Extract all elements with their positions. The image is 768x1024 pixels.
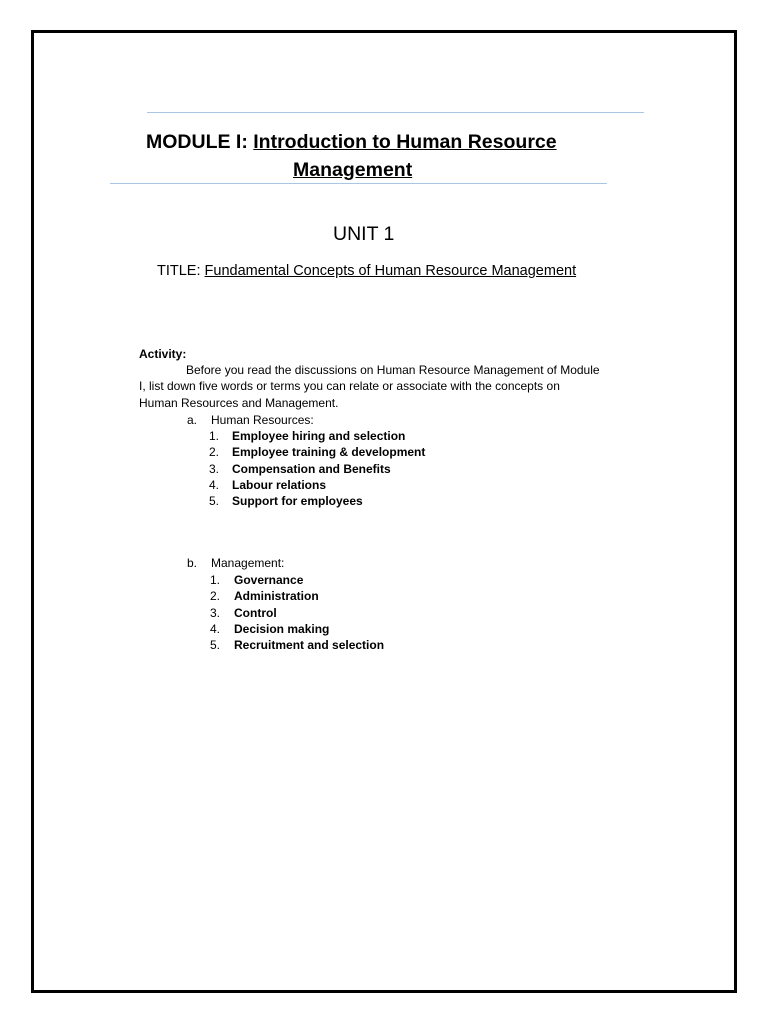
activity-label: Activity: [139, 347, 187, 361]
item-text: Compensation and Benefits [232, 461, 391, 476]
header-rule-bottom [110, 183, 607, 184]
module-prefix: MODULE I: [146, 131, 254, 153]
item-number: 2. [210, 589, 221, 604]
item-number: 1. [210, 573, 221, 587]
item-number: 4. [209, 477, 220, 492]
instruction-line: Before you read the discussions on Human Resource Management of Module [186, 363, 600, 377]
item-number: 3. [209, 461, 220, 476]
list-item [210, 621, 384, 637]
unit-heading: UNIT 1 [333, 223, 395, 245]
instruction-line: Human Resources and Management. [139, 395, 339, 410]
item-text: Support for employees [232, 494, 363, 509]
section-marker: a. [187, 413, 198, 427]
management-list [210, 572, 384, 653]
item-text: Employee hiring and selection [232, 429, 406, 443]
section-heading-text: Human Resources: [211, 413, 314, 427]
list-item [209, 444, 425, 460]
item-text: Governance [234, 573, 304, 587]
list-item [210, 572, 384, 588]
item-text: Labour relations [232, 477, 327, 492]
list-item [209, 461, 425, 477]
item-text: Employee training & development [232, 445, 426, 460]
module-title-part1: Introduction to Human Resource [253, 131, 557, 153]
section-marker: b. [187, 556, 198, 570]
instruction-line: I, list down five words or terms you can relate or associate with the concepts on [139, 379, 560, 394]
title-line [157, 263, 576, 279]
item-text: Recruitment and selection [234, 638, 385, 653]
list-item [209, 493, 425, 509]
item-text: Decision making [234, 621, 330, 636]
title-label: TITLE: [157, 263, 205, 279]
list-item [209, 477, 425, 493]
item-number: 3. [210, 605, 221, 620]
item-text: Administration [234, 589, 319, 604]
header-rule-top [147, 112, 644, 113]
section-heading-management [187, 555, 284, 571]
item-number: 4. [210, 621, 221, 636]
item-number: 2. [209, 445, 220, 460]
item-number: 1. [209, 429, 220, 443]
activity-instructions [139, 362, 639, 411]
section-heading-text: Management: [211, 556, 285, 570]
title-text: Fundamental Concepts of Human Resource Management [204, 263, 577, 279]
list-item [210, 588, 384, 604]
section-heading-human-resources [187, 412, 314, 428]
human-resources-list [209, 428, 425, 509]
module-heading [146, 131, 557, 154]
item-number: 5. [209, 494, 220, 509]
list-item [210, 605, 384, 621]
item-number: 5. [210, 638, 221, 653]
list-item [209, 428, 425, 444]
item-text: Control [234, 605, 277, 620]
module-heading-continued [293, 159, 412, 182]
module-title-part2: Management [293, 159, 413, 181]
list-item [210, 637, 384, 653]
